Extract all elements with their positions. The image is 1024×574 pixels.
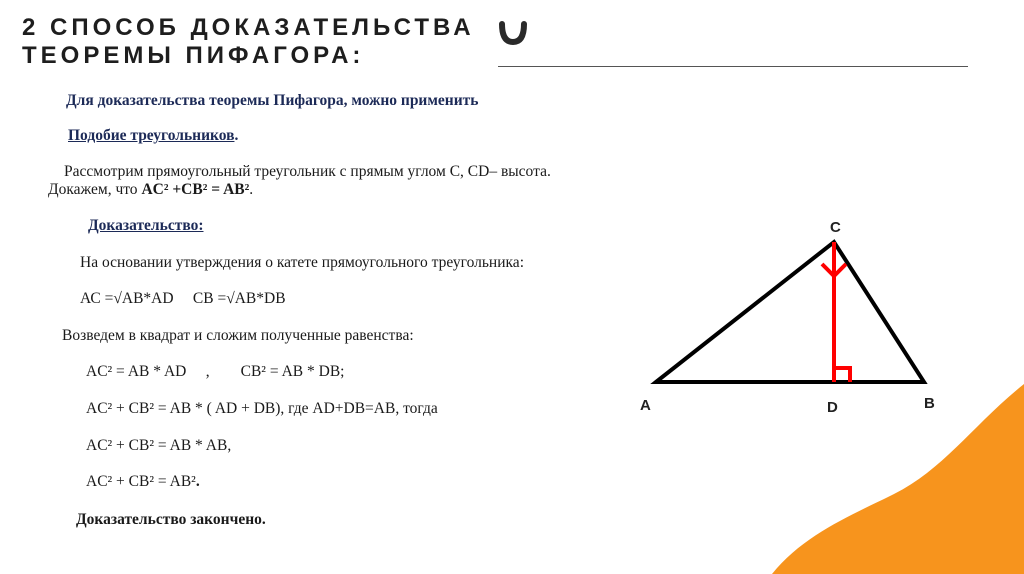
- triangle-abc: [656, 242, 924, 382]
- square-sum-text: Возведем в квадрат и сложим полученные равенства:: [62, 327, 414, 344]
- equation-squares: AC² = AB * AD , CB² = AB * DB;: [86, 363, 345, 380]
- title-line-1: 2 СПОСОБ ДОКАЗАТЕЛЬСТВА: [22, 14, 475, 41]
- prove-dot: .: [249, 181, 254, 198]
- result-formula: AC² + CB² = AB²: [86, 473, 196, 490]
- method-line: [68, 127, 238, 145]
- result-dot: .: [195, 473, 200, 490]
- label-d: D: [827, 399, 838, 416]
- triangle-diagram: [630, 212, 950, 422]
- label-b: B: [924, 395, 935, 412]
- basis-text: На основании утверждения о катете прямоугольного треугольника:: [80, 254, 524, 271]
- equation-sum: AC² + CB² = AB * ( AD + DB), где AD+DB=AB, тогда: [86, 400, 438, 417]
- equation-roots: АС =√AB*AD CB =√AB*DB: [80, 290, 286, 307]
- label-a: A: [640, 397, 651, 414]
- slide-title: [22, 14, 475, 70]
- intro-text: Для доказательства теоремы Пифагора, можно применить: [66, 92, 479, 109]
- prove-prefix: Докажем, что: [48, 181, 142, 198]
- method-name: Подобие треугольников: [68, 127, 235, 144]
- equation-product: AC² + CB² = AB * AB,: [86, 437, 232, 454]
- equation-result: [86, 473, 200, 491]
- right-angle-mark-d: [834, 368, 850, 382]
- method-dot: .: [234, 127, 239, 144]
- prove-formula: AC² +CB² = AB²: [141, 181, 250, 198]
- decorative-arc: [498, 20, 528, 46]
- consider-text: Рассмотрим прямоугольный треугольник с прямым углом С, CD– высота.: [64, 163, 551, 180]
- label-c: C: [830, 219, 841, 236]
- header-divider: [498, 66, 968, 67]
- title-line-2: ТЕОРЕМЫ ПИФАГОРА:: [22, 42, 365, 69]
- proof-heading: Доказательство:: [88, 217, 204, 234]
- prove-line: [48, 181, 253, 199]
- proof-done-text: Доказательство закончено.: [76, 511, 266, 528]
